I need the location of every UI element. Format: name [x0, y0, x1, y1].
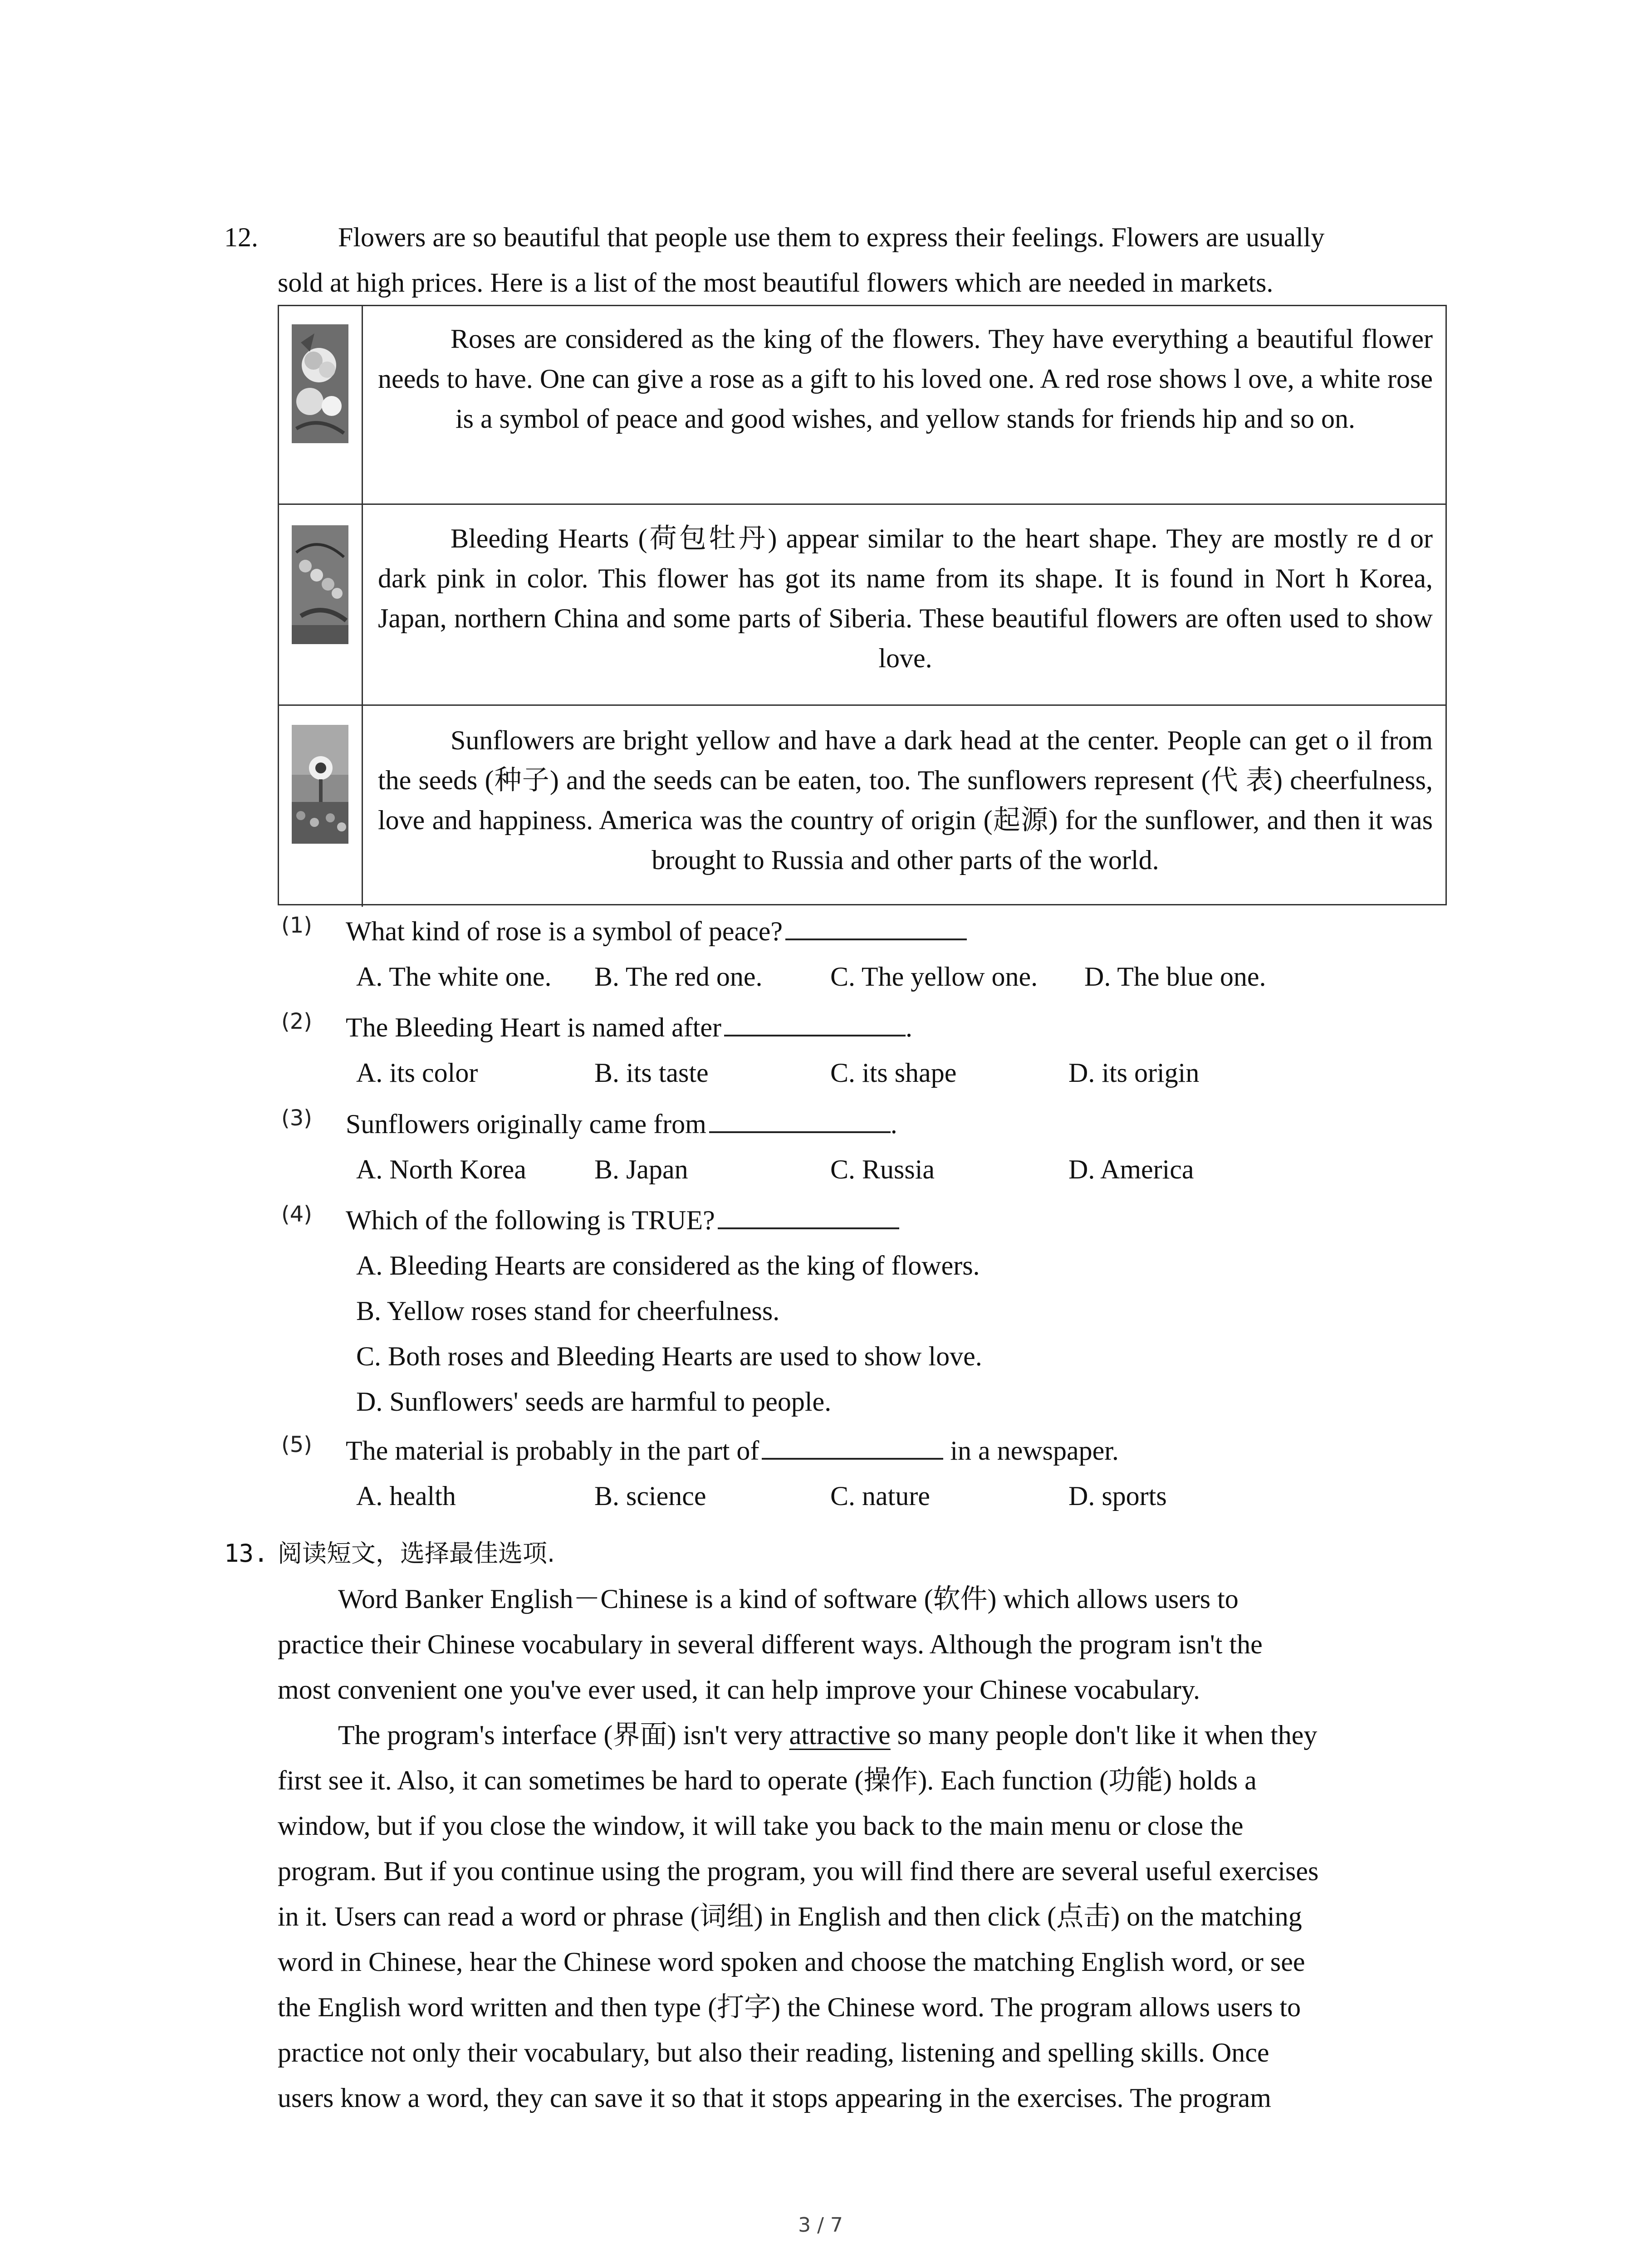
q13-p1-line-1: Word Banker English－Chinese is a kind of software (软件) which allows users to	[338, 1584, 1239, 1614]
q13-p2-line-4: program. But if you continue using the program, you will find there are several useful exercises	[278, 1856, 1319, 1886]
q5-option-d[interactable]: D. sports	[1068, 1481, 1167, 1511]
q4-option-d[interactable]: D. Sunflowers' seeds are harmful to people.	[356, 1387, 832, 1417]
question-13-number: 13.	[224, 1539, 269, 1568]
sub-question-2-text: The Bleeding Heart is named after	[346, 1012, 721, 1042]
q12-intro-line-2: sold at high prices. Here is a list of the most beautiful flowers which are needed in markets.	[278, 268, 1274, 298]
bleeding-hearts-description	[378, 518, 1433, 678]
q13-p2-line-6: word in Chinese, hear the Chinese word spoken and choose the matching English word, or see	[278, 1947, 1305, 1977]
q5-option-b[interactable]: B. science	[594, 1481, 706, 1511]
sub-question-1-number: (1)	[281, 913, 312, 938]
rose-text: Roses are considered as the king of the flowers. They have everything a beautiful flower needs to have. One can give a rose as a gift to his loved one. A red rose shows l ove, a white rose is a symbol of peace and good wishes, and yellow stands for friends hip and so on.	[378, 324, 1433, 434]
q13-p2-line-2: first see it. Also, it can sometimes be hard to operate (操作). Each function (功能) holds a	[278, 1765, 1257, 1795]
sunflower-text: Sunflowers are bright yellow and have a dark head at the center. People can get o il from the seeds (种子) and the seeds can be eaten, too. The sunflowers represent (代 表) cheerfulness, love and happiness. America was the country of origin (起源) for the sunflower, and then it was brought to Russia and other parts of the world.	[378, 725, 1433, 875]
q1-option-c[interactable]: C. The yellow one.	[830, 962, 1038, 992]
sub-question-2-tail: .	[906, 1012, 912, 1042]
q2-option-d[interactable]: D. its origin	[1068, 1058, 1200, 1088]
q4-option-b[interactable]: B. Yellow roses stand for cheerfulness.	[356, 1296, 780, 1326]
q1-option-a[interactable]: A. The white one.	[356, 962, 552, 992]
answer-blank[interactable]	[709, 1104, 891, 1133]
answer-blank[interactable]	[724, 1007, 906, 1036]
flower-image-cell	[279, 505, 363, 704]
sunflower-photo	[292, 725, 348, 844]
answer-blank[interactable]	[785, 911, 967, 940]
answer-blank[interactable]	[718, 1200, 899, 1229]
q3-option-a[interactable]: A. North Korea	[356, 1154, 526, 1184]
rose-description	[378, 319, 1433, 439]
q13-p2-line-5: in it. Users can read a word or phrase (词组) in English and then click (点击) on the matching	[278, 1901, 1302, 1931]
q2-option-c[interactable]: C. its shape	[830, 1058, 957, 1088]
q2-option-a[interactable]: A. its color	[356, 1058, 478, 1088]
q13-p1-line-2: practice their Chinese vocabulary in several different ways. Although the program isn't the	[278, 1629, 1263, 1659]
sub-question-5-text: The material is probably in the part of	[346, 1436, 759, 1466]
q13-p2-line-7: the English word written and then type (打字) the Chinese word. The program allows users to	[278, 1992, 1301, 2022]
answer-blank[interactable]	[762, 1431, 943, 1460]
flower-row-bleeding-hearts	[279, 503, 1445, 704]
q13-p2-line-9: users know a word, they can save it so that it stops appearing in the exercises. The program	[278, 2083, 1271, 2113]
q3-option-b[interactable]: B. Japan	[594, 1154, 688, 1184]
q13-instruction: 阅读短文，选择最佳选项.	[278, 1539, 555, 1568]
q12-intro-line-1: Flowers are so beautiful that people use them to express their feelings. Flowers are usually	[338, 222, 1325, 252]
underlined-word-attractive: attractive	[789, 1720, 891, 1750]
flower-row-sunflower	[279, 704, 1445, 907]
q3-option-d[interactable]: D. America	[1068, 1154, 1194, 1184]
flower-image-cell	[279, 706, 363, 907]
q13-p2-line-3: window, but if you close the window, it will take you back to the main menu or close the	[278, 1811, 1244, 1841]
sub-question-3-stem	[346, 1104, 897, 1144]
sub-question-4-number: (4)	[281, 1202, 312, 1227]
q13-p1-line-3: most convenient one you've ever used, it can help improve your Chinese vocabulary.	[278, 1675, 1200, 1705]
p2-line1-post: so many people don't like it when they	[890, 1720, 1318, 1750]
sub-question-5-number: (5)	[281, 1432, 312, 1457]
sunflower-description	[378, 720, 1433, 880]
q2-option-b[interactable]: B. its taste	[594, 1058, 709, 1088]
q4-option-c[interactable]: C. Both roses and Bleeding Hearts are used to show love.	[356, 1341, 982, 1371]
sub-question-2-stem	[346, 1007, 912, 1048]
rose-photo	[292, 324, 348, 443]
sub-question-2-number: (2)	[281, 1009, 312, 1034]
bleeding-hearts-text: Bleeding Hearts (荷包牡丹) appear similar to the heart shape. They are mostly re d or dark pink in color. This flower has got its name from its shape. It is found in Nort h Korea, Japan, northern China and some parts of Siberia. These beautiful flowers are often used to show love.	[378, 523, 1433, 673]
sub-question-5-stem	[346, 1430, 1119, 1471]
q13-p2-line-8: practice not only their vocabulary, but also their reading, listening and spelling skills. Once	[278, 2038, 1269, 2068]
q5-option-a[interactable]: A. health	[356, 1481, 456, 1511]
sub-question-4-text: Which of the following is TRUE?	[346, 1205, 715, 1235]
flower-row-rose	[279, 306, 1445, 503]
flower-table	[278, 305, 1447, 905]
sub-question-3-tail: .	[890, 1109, 897, 1139]
q3-option-c[interactable]: C. Russia	[830, 1154, 935, 1184]
page-number: 3 / 7	[798, 2214, 843, 2237]
sub-question-1-text: What kind of rose is a symbol of peace?	[346, 916, 783, 946]
q1-option-d[interactable]: D. The blue one.	[1084, 962, 1266, 992]
sub-question-5-tail: in a newspaper.	[943, 1436, 1119, 1466]
sub-question-3-text: Sunflowers originally came from	[346, 1109, 706, 1139]
bleeding-heart-photo	[292, 525, 348, 644]
sub-question-1-stem	[346, 911, 967, 952]
p2-line1-pre: The program's interface (界面) isn't very	[338, 1720, 789, 1750]
q1-option-b[interactable]: B. The red one.	[594, 962, 763, 992]
q5-option-c[interactable]: C. nature	[830, 1481, 930, 1511]
q4-option-a[interactable]: A. Bleeding Hearts are considered as the king of flowers.	[356, 1251, 980, 1281]
sub-question-4-stem	[346, 1200, 899, 1241]
sub-question-3-number: (3)	[281, 1105, 312, 1131]
flower-image-cell	[279, 306, 363, 503]
question-12-number: 12.	[224, 222, 258, 252]
q13-p2-line-1	[338, 1715, 1317, 1755]
